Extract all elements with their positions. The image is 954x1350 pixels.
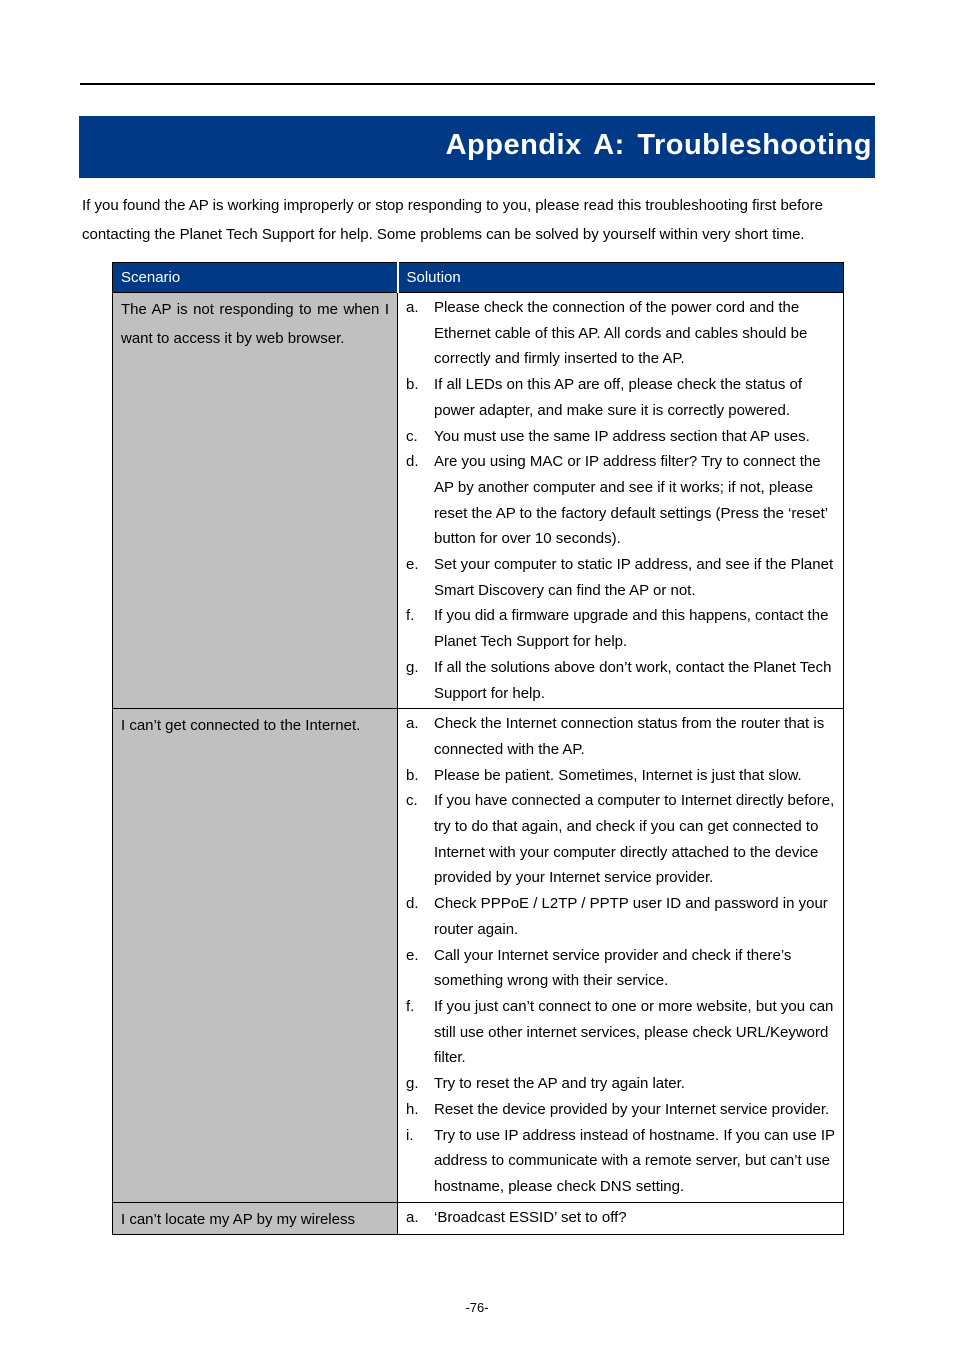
solution-letter: e. xyxy=(406,946,419,964)
scenario-cell xyxy=(113,293,398,709)
scenario-text: I can’t locate my AP by my wireless xyxy=(121,1210,355,1228)
solution-letter: g. xyxy=(406,1075,419,1093)
solution-letter: d. xyxy=(406,453,419,471)
troubleshooting-table xyxy=(112,262,844,1235)
intro-paragraph: If you found the AP is working improperly or stop responding to you, please read this troubleshooting first before contacting the Planet Tech Support for help. Some problems can be solved by yourself within very short time. xyxy=(82,197,823,243)
table-row xyxy=(113,293,844,709)
scenario-cell xyxy=(113,709,398,1202)
solution-text: If all the solutions above don’t work, contact the Planet Tech Support for help. xyxy=(434,658,832,702)
solution-letter: h. xyxy=(406,1100,419,1118)
solution-item xyxy=(406,655,835,706)
solution-text: If all LEDs on this AP are off, please check the status of power adapter, and make sure it is correctly powered. xyxy=(434,376,802,419)
solution-letter: b. xyxy=(406,376,419,394)
solution-item xyxy=(406,994,835,1071)
scenario-text: The AP is not responding to me when I want to access it by web browser. xyxy=(121,301,389,347)
solution-letter: a. xyxy=(406,715,419,733)
solution-letter: d. xyxy=(406,895,419,913)
solution-cell xyxy=(398,1202,844,1234)
page-title: Appendix A: Troubleshooting xyxy=(445,129,872,161)
solution-cell xyxy=(398,709,844,1202)
solution-letter: c. xyxy=(406,427,418,445)
title-banner xyxy=(79,116,875,178)
solution-letter: a. xyxy=(406,1208,419,1226)
solution-text: ‘Broadcast ESSID’ set to off? xyxy=(434,1208,627,1226)
solution-item xyxy=(406,372,835,423)
solution-item xyxy=(406,1123,835,1200)
solution-item xyxy=(406,763,835,789)
solution-cell xyxy=(398,293,844,709)
solution-item xyxy=(406,424,835,450)
table-header-row xyxy=(113,263,844,293)
solution-letter: c. xyxy=(406,792,418,810)
solution-text: Check the Internet connection status from the router that is connected with the AP. xyxy=(434,715,825,758)
solution-text: If you did a firmware upgrade and this happens, contact the Planet Tech Support for help. xyxy=(434,607,829,651)
solution-item xyxy=(406,295,835,372)
solution-text: Please check the connection of the power cord and the Ethernet cable of this AP. All cords and cables should be correctly and firmly inserted to the AP. xyxy=(434,299,808,368)
solution-item xyxy=(406,1097,835,1123)
solution-item xyxy=(406,1205,835,1231)
solution-text: Try to reset the AP and try again later. xyxy=(434,1075,685,1093)
scenario-text: I can’t get connected to the Internet. xyxy=(121,717,361,735)
solution-letter: a. xyxy=(406,299,419,316)
solution-letter: i. xyxy=(406,1126,414,1144)
solution-text: If you have connected a computer to Internet directly before, try to do that again, and check if you can get connected to Internet with your computer directly attached to the device provided by your Internet service provider. xyxy=(434,792,835,887)
solution-text: Please be patient. Sometimes, Internet is just that slow. xyxy=(434,766,802,784)
solution-letter: g. xyxy=(406,658,419,676)
table-row xyxy=(113,1202,844,1234)
solution-text: Try to use IP address instead of hostname. If you can use IP address to communicate with a remote server, but can’t use hostname, please check DNS setting. xyxy=(434,1126,835,1195)
solution-text: Are you using MAC or IP address filter? Try to connect the AP by another computer and see if it works; if not, please reset the AP to the factory default settings (Press the ‘reset’ button for over 10 seconds). xyxy=(434,453,828,548)
solution-item xyxy=(406,943,835,994)
header-rule xyxy=(80,83,875,85)
solution-item xyxy=(406,449,835,552)
solution-item xyxy=(406,891,835,942)
solution-item xyxy=(406,603,835,654)
scenario-header: Scenario xyxy=(113,263,398,293)
solution-text: You must use the same IP address section that AP uses. xyxy=(434,427,810,445)
solution-item xyxy=(406,788,835,891)
solution-header: Solution xyxy=(398,263,844,293)
solution-text: Check PPPoE / L2TP / PPTP user ID and password in your router again. xyxy=(434,895,828,938)
solution-text: If you just can’t connect to one or more website, but you can still use other internet services, please check URL/Keyword filter. xyxy=(434,997,834,1067)
solution-letter: e. xyxy=(406,556,419,574)
solution-item xyxy=(406,552,835,603)
solution-letter: f. xyxy=(406,997,415,1015)
page-number: -76- xyxy=(465,1300,489,1315)
solution-item xyxy=(406,1071,835,1097)
solution-text: Reset the device provided by your Internet service provider. xyxy=(434,1100,830,1118)
solution-letter: b. xyxy=(406,766,419,784)
solution-text: Set your computer to static IP address, and see if the Planet Smart Discovery can find the AP or not. xyxy=(434,556,834,599)
solution-text: Call your Internet service provider and check if there’s something wrong with their service. xyxy=(434,946,792,990)
scenario-cell xyxy=(113,1202,398,1234)
solution-item xyxy=(406,711,835,762)
solution-letter: f. xyxy=(406,607,415,625)
table-row xyxy=(113,709,844,1202)
